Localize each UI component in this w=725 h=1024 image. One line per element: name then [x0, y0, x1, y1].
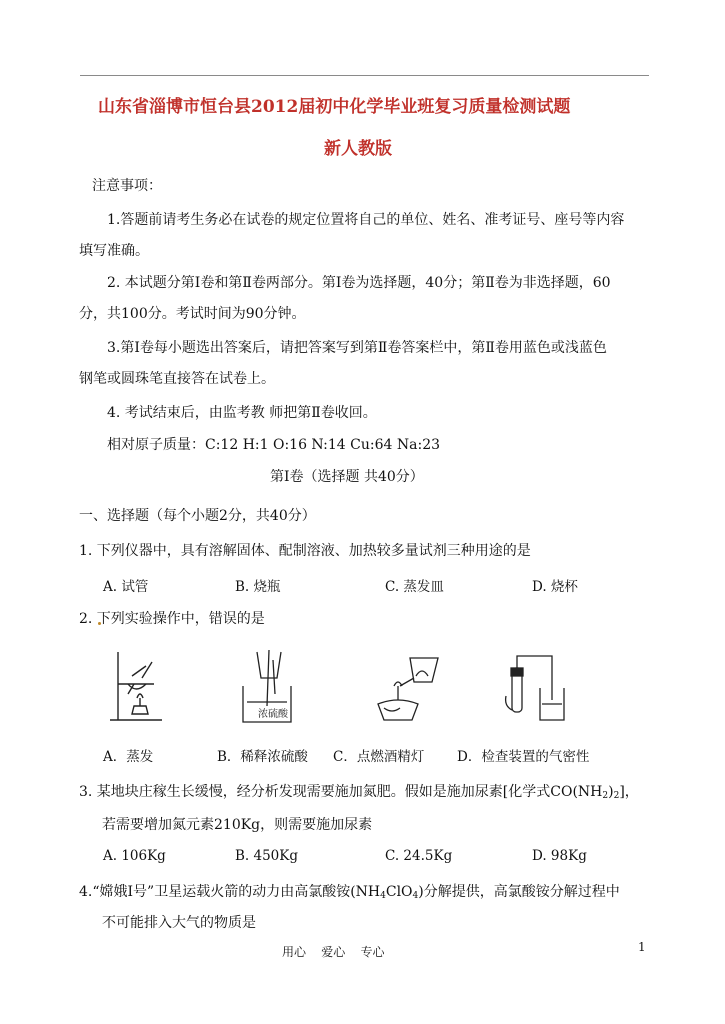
q1-option-a: A. 试管 — [103, 579, 149, 595]
header-rule — [80, 75, 649, 76]
note-4: 4. 考试结束后，由监考教 师把第Ⅱ卷收回。 — [107, 405, 377, 421]
note-2-line2: 分，共100分。考试时间为90分钟。 — [79, 306, 306, 322]
note-3-line2: 钢笔或圆珠笔直接答在试卷上。 — [79, 371, 275, 387]
q4-subscript-1: 4 — [380, 891, 386, 901]
evaporation-figure — [106, 648, 166, 724]
q3-stem-text: 3. 某地块庄稼生长缓慢，经分析发现需要施加氮肥。假如是施加尿素[化学式CO(NH — [79, 784, 603, 800]
q1-option-d: D. 烧杯 — [532, 579, 578, 595]
note-1-line1: 1.答题前请考生务必在试卷的规定位置将自己的单位、姓名、准考证号、座号等内容 — [107, 212, 625, 228]
q4-subscript-2: 4 — [412, 891, 419, 901]
q3-option-b: B. 450Kg — [235, 848, 298, 864]
q4-stem-line1 — [79, 881, 620, 901]
page-number: 1 — [638, 940, 646, 954]
q4-stem-text-1: 4.“嫦娥Ⅰ号”卫星运载火箭的动力由高氯酸铵(NH — [79, 884, 381, 900]
dilution-figure — [235, 648, 305, 728]
q2-option-b: B．稀释浓硫酸 — [217, 749, 308, 765]
q3-stem-line2: 若需要增加氮元素210Kg，则需要施加尿素 — [102, 817, 373, 833]
q2-stem: 2. 下列实验操作中，错误的是 — [79, 611, 265, 627]
footer-motto: 用心 爱心 专心 — [282, 945, 385, 959]
q3-subscript-1: 2 — [602, 791, 609, 801]
document-title-line1: 山东省淄博市恒台县2012届初中化学毕业班复习质量检测试题 — [98, 97, 571, 117]
notes-heading: 注意事项： — [92, 178, 162, 194]
section-heading: 一、选择题（每个小题2分，共40分） — [79, 508, 316, 524]
q2-option-a: A．蒸发 — [103, 749, 154, 765]
q3-option-d: D. 98Kg — [532, 848, 587, 864]
q2-option-d: D．检查装置的气密性 — [457, 749, 590, 765]
q4-stem-text-3: )分解提供，高氯酸铵分解过程中 — [418, 884, 620, 900]
atomic-masses: 相对原子质量：C:12 H:1 O:16 N:14 Cu:64 Na:23 — [107, 437, 441, 453]
note-1-line2: 填写准确。 — [79, 243, 149, 259]
q3-close: ]， — [619, 784, 639, 800]
q1-option-b: B. 烧瓶 — [235, 579, 281, 595]
airtightness-figure — [500, 648, 570, 724]
q3-option-c: C. 24.5Kg — [385, 848, 453, 864]
note-2-line1: 2. 本试题分第Ⅰ卷和第Ⅱ卷两部分。第Ⅰ卷为选择题，40分；第Ⅱ卷为非选择题，60 — [107, 275, 611, 291]
q3-stem-line1 — [79, 781, 639, 801]
q1-stem: 1. 下列仪器中，具有溶解固体、配制溶液、加热较多量试剂三种用途的是 — [79, 543, 531, 559]
part-title: 第Ⅰ卷（选择题 共40分） — [270, 469, 424, 485]
q1-option-c: C. 蒸发皿 — [385, 579, 444, 595]
q3-paren: ) — [608, 784, 614, 800]
q2-option-c: C．点燃酒精灯 — [333, 749, 425, 765]
q4-stem-text-2: ClO — [385, 884, 413, 900]
q3-subscript-2: 2 — [613, 791, 620, 801]
concentrated-sulfuric-acid-label: 浓硫酸 — [258, 709, 288, 720]
q4-stem-line2: 不可能排入大气的物质是 — [102, 915, 256, 931]
q3-option-a: A. 106Kg — [103, 848, 166, 864]
note-3-line1: 3.第Ⅰ卷每小题选出答案后，请把答案写到第Ⅱ卷答案栏中，第Ⅱ卷用蓝色或浅蓝色 — [107, 340, 607, 356]
document-title-line2: 新人教版 — [324, 139, 392, 159]
lamp-lighting-figure — [370, 648, 450, 728]
